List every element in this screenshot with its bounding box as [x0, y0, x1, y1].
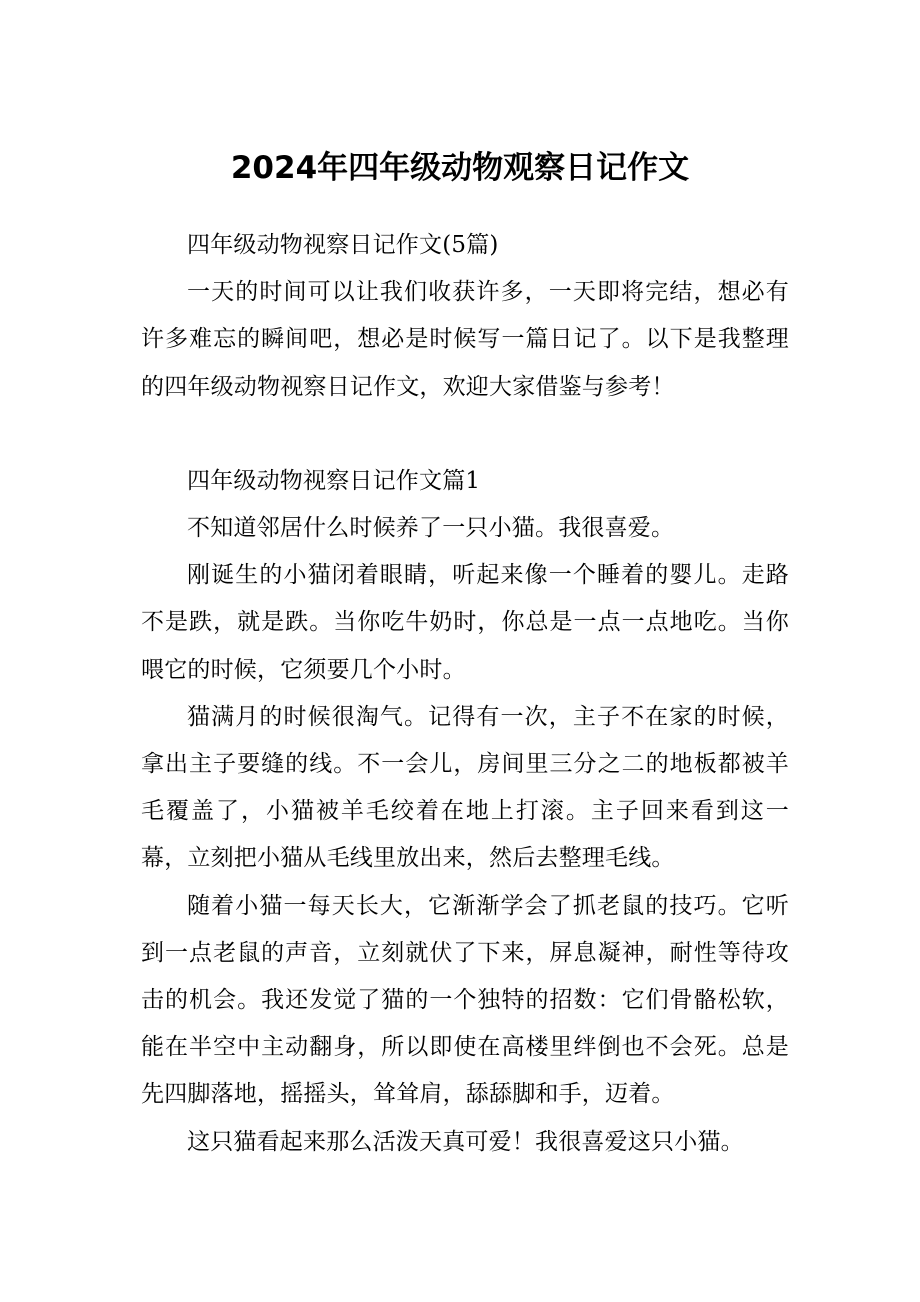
body-paragraph: 随着小猫一每天长大，它渐渐学会了抓老鼠的技巧。它听到一点老鼠的声音，立刻就伏了下来，屏息凝神，耐性等待攻击的机会。我还发觉了猫的一个独特的招数：它们骨骼松软，能在半空中主动翻身，所以即使在高楼里绊倒也不会死。总是先四脚落地，摇摇头，耸耸肩，舔舔脚和手，迈着。: [141, 892, 789, 1108]
intro-paragraph: 一天的时间可以让我们收获许多，一天即将完结，想必有许多难忘的瞬间吧，想必是时候写一篇日记了。以下是我整理的四年级动物视察日记作文，欢迎大家借鉴与参考！: [141, 279, 789, 400]
body-paragraph: 不知道邻居什么时候养了一只小猫。我很喜爱。: [187, 515, 675, 542]
body-paragraph: 这只猫看起来那么活泼天真可爱！我很喜爱这只小猫。: [187, 1128, 744, 1155]
body-paragraph: 刚诞生的小猫闭着眼睛，听起来像一个睡着的婴儿。走路不是跌，就是跌。当你吃牛奶时，你总是一点一点地吃。当你喂它的时候，它须要几个小时。: [141, 562, 789, 683]
section-heading: 四年级动物视察日记作文篇1: [187, 467, 481, 494]
subtitle-paragraph: 四年级动物视察日记作文(5篇): [187, 232, 499, 258]
document-title: 2024年四年级动物观察日记作文: [230, 150, 690, 186]
body-paragraph: 猫满月的时候很淘气。记得有一次，主子不在家的时候，拿出主子要缝的线。不一会儿，房间里三分之二的地板都被羊毛覆盖了，小猫被羊毛绞着在地上打滚。主子回来看到这一幕，立刻把小猫从毛线里放出来，然后去整理毛线。: [141, 703, 789, 872]
document-body: [141, 222, 789, 1166]
